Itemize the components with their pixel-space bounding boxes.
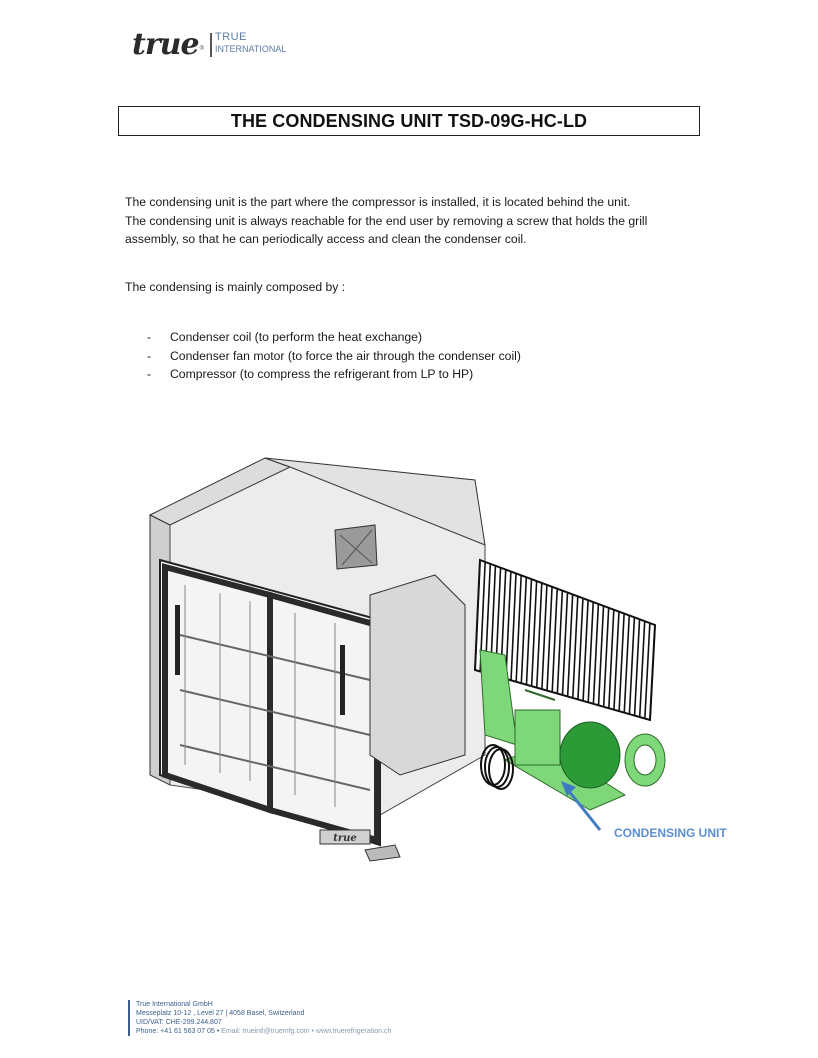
fan-motor-bracket <box>515 710 560 765</box>
intro-paragraph <box>125 193 705 249</box>
list-dash: - <box>147 348 152 363</box>
machine-compartment <box>370 575 465 775</box>
page-title: THE CONDENSING UNIT TSD-09G-HC-LD <box>230 110 588 131</box>
composed-by-text: The condensing is mainly composed by : <box>125 280 346 294</box>
door-handle <box>175 605 180 675</box>
logo-wordmark: true <box>132 27 199 62</box>
coil-spiral <box>481 745 513 789</box>
brand-logo <box>132 27 287 62</box>
component-condenser-coil: Condenser coil (to perform the heat exchange) <box>170 330 423 344</box>
registered-mark: ® <box>199 46 204 52</box>
list-dash: - <box>147 330 152 344</box>
logo-subtitle <box>215 32 286 54</box>
footer-phone: Phone: +41 61 563 07 05 • <box>136 1028 222 1035</box>
refrigerator-illustration <box>145 455 675 875</box>
compressor-body <box>560 722 620 788</box>
footer-company: True International GmbH <box>136 1001 213 1008</box>
logo-line-true: TRUE <box>214 31 247 43</box>
intro-line: The condensing unit is always reachable for the end user by removing a screw that holds the grill <box>125 213 648 228</box>
page-title-box <box>118 106 700 136</box>
list-dash: - <box>147 367 152 381</box>
intro-line: The condensing unit is the part where the compressor is installed, it is located behind the unit. <box>125 195 631 209</box>
door-handle <box>340 645 345 715</box>
intro-line: assembly, so that he can periodically access and clean the condenser coil. <box>125 232 527 246</box>
footer-address: Messeplatz 10-12 , Level 27 | 4058 Basel, Switzerland <box>136 1010 305 1017</box>
cabinet-badge-text: true <box>333 833 357 844</box>
footer-contact-links: Email: trueintl@truemfg.com • www.truerefrigeration.ch <box>221 1028 392 1035</box>
component-fan-motor: Condenser fan motor (to force the air through the condenser coil) <box>170 348 521 363</box>
component-compressor: Compressor (to compress the refrigerant from LP to HP) <box>170 367 474 381</box>
logo-line-international: INTERNATIONAL <box>214 44 287 54</box>
footer-phone-row <box>136 1027 391 1036</box>
condensing-unit-callout: CONDENSING UNIT <box>614 826 727 840</box>
logo-divider <box>210 33 212 57</box>
base-plate <box>365 845 400 861</box>
footer-vat: UID/VAT: CHE-299.244.807 <box>136 1019 222 1026</box>
footer-contact <box>128 1000 391 1036</box>
